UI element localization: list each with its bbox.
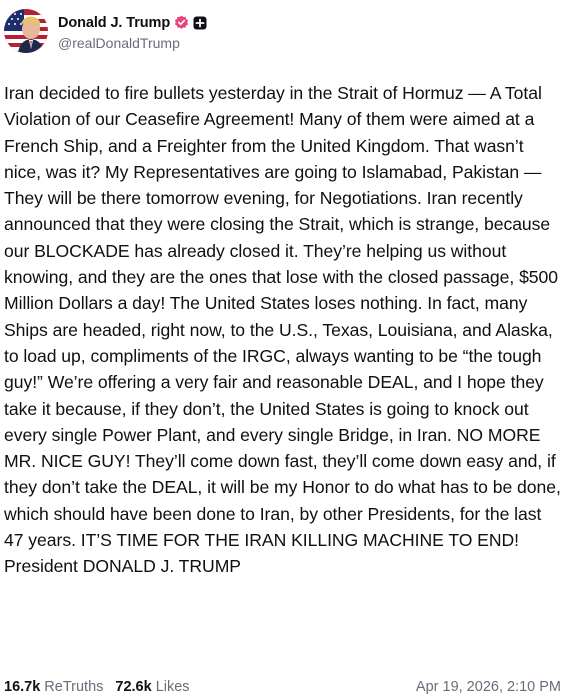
likes-label: Likes xyxy=(155,679,190,695)
plus-badge-icon xyxy=(193,16,207,30)
avatar[interactable] xyxy=(4,9,48,53)
likes-stat[interactable] xyxy=(115,679,189,695)
post-timestamp[interactable]: Apr 19, 2026, 2:10 PM xyxy=(415,679,561,695)
verified-check-icon xyxy=(174,15,189,30)
likes-count: 72.6k xyxy=(115,679,152,695)
retruths-stat[interactable] xyxy=(4,679,103,695)
author-info xyxy=(58,12,207,51)
display-name[interactable]: Donald J. Trump xyxy=(58,14,171,31)
retruths-count: 16.7k xyxy=(4,679,41,695)
post-body-text: Iran decided to fire bullets yesterday in the Strait of Hormuz — A Total Violation of our Ceasefire Agreement! Many of them were aimed at a French Ship, and a Freighter from the United Kingdom. That wasn’t nice, was it? My Representatives are going to Islamabad, Pakistan — They will be there tomorrow evening, for Negotiations. Iran recently announced that they were closing the Strait, which is strange, because our BLOCKADE has already closed it. They’re helping us without knowing, and they are the ones that lose with the closed passage, $500 Million Dollars a day! The United States loses nothing. In fact, many Ships are headed, right now, to the U.S., Texas, Louisiana, and Alaska, to load up, compliments of the IRGC, always wanting to be “the tough guy!” We’re offering a very fair and reasonable DEAL, and I hope they take it because, if they don’t, the United States is going to knock out every single Power Plant, and every single Bridge, in Iran. NO MORE MR. NICE GUY! They’ll come down fast, they’ll come down easy and, if they don’t take the DEAL, it will be my Honor to do what has to be done, which should have been done to Iran, by other Presidents, for the last 47 years. IT’S TIME FOR THE IRAN KILLING MACHINE TO END! President DONALD J. TRUMP xyxy=(4,83,566,577)
post-footer xyxy=(4,677,561,697)
avatar-image xyxy=(4,9,48,53)
retruths-label: ReTruths xyxy=(44,679,104,695)
user-handle[interactable]: @realDonaldTrump xyxy=(58,34,180,51)
post-header xyxy=(4,6,207,56)
name-row xyxy=(58,12,207,34)
